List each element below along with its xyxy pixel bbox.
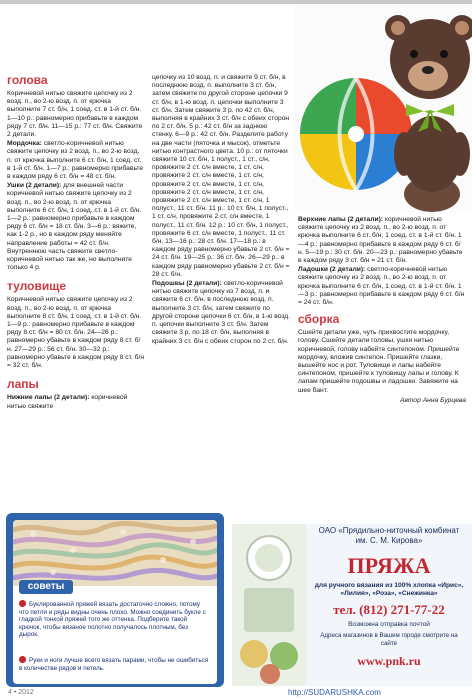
column-3 [298,216,466,406]
ad-text [306,524,472,686]
paragraph-lead: Подошвы (2 детали): [152,280,222,288]
paragraph-text: светло-коричневой нитью свяжите цепочку из 2 возд. п., во 2-ю возд. п. от крючка выполните 6 ст. б/н, 1 соед. ст. в 1-й ст. б/н. 1—7 р.: равномерно прибавьте в каждом ряду 6 ст. б/н = 48 ст. б/н. [7,140,144,181]
bear-illustration [294,4,472,212]
tips-label: советы [19,580,73,594]
yarn-photo [13,520,217,586]
paragraph [7,394,145,410]
author: Автор Анна Бурцева [400,396,466,404]
paragraph: цепочку из 10 возд. п. и свяжите 9 ст. б/н, в последнюю возд. п. выполните 3 ст. б/н, затем свяжите по другой стороне цепочки 9 ст. б/н, в 1-ю возд. п. цепочки выполните 3 ст. б/н. Затем свяжите 3 р. по 42 ст. б/н, выполняя в крайних 3 ст. б/н с обеих сторон по 2 ст. б/н. 5 р.: 42 ст. б/н за заднюю стенку. 6—9 р.: 42 ст. б/н. Разделите работу на две части (пяточка и мысок), отметьте нитью контрастного цвета. 10 р.: от пяточки свяжите 10 ст. б/н, 1 полуст., 1 ст., с/н, провяжите 2 ст. с/н вместе, 1 ст. с/н, провяжите 2 ст. с/н вместе, 1 ст. с/н, провяжите 2 ст. с/н вместе, 1 ст. с/н, провяжите 2 ст. с/н вместе, 1 ст. с/н, провяжите 2 ст. с/н вместе, 1 ст. с/н, 1 полуст., 11 ст. б/н. 11 р.: 10 ст. б/н, 1 полуст., 1 ст. с/н, провяжите 2 ст. с/н вместе, 1 полуст., 11 ст. б/н. 12 р.: 10 ст. б/н, 1 полуст., провяжите 6 ст. с/н вместе, 1 полуст., 11 ст. б/н. 13—16 р.: 28 ст. б/н. 17—18 р.: в каждом ряду равномерно убавьте 2 ст. б/н = 24 ст. б/н. 19—25 р.: 36 ст. б/н. 26—29 р.: в каждом ряду равномерно убавьте 2 ст. б/н = 28 ст. б/н. [152,74,290,278]
tip-2 [19,656,209,672]
bullet-icon [19,600,26,607]
paragraph [298,216,466,265]
tip-text: Буклированной пряжей вязать достаточно сложно, потому что петли и ряды видны очень плохо. Можно соединить букле с гладкой тонкой пряжей того же оттенка. Подберите такой крючок, чтобы вязаное полотно получалось плотным, без дырок. [19,601,206,639]
column-2 [152,74,290,347]
column-1 [7,72,145,412]
tips-box [6,513,224,687]
ad-product: ПРЯЖА [347,553,431,578]
watermark-url[interactable]: http://SUDARUSHKA.com [288,688,381,697]
ad-illustration [232,524,306,686]
paragraph: Коричневой нитью свяжите цепочку из 2 возд. п., во 2-ю возд. п. от крючка выполните 8 ст. б/н, 1 соед. ст. в 1-й ст. б/н. 1—9 р.: равномерно прибавьте в каждом ряду 8 ст. б/н = 80 ст. б/н. 24—26 р.: равномерно убавьте в каждом ряду 8 ст. б/н. 27—29 р.: 56 ст. б/н. 30—32 р.: равномерно убавьте в каждом ряду 8 ст. б/н = 32 ст. б/н. [7,296,145,370]
heading-body: туловище [7,279,67,294]
ad-site[interactable]: www.pnk.ru [357,654,421,668]
ad-shop-label: Возможна отправка почтой [348,621,430,628]
heading-paws: лапы [7,377,39,392]
ad-subtitle: для ручного вязания из 100% хлопка «Ирис», «Лилия», «Роза», «Снежинка» [314,582,464,597]
heading-assembly: сборка [298,312,340,327]
paragraph: Коричневой нитью свяжите цепочку из 2 возд. п., во 2-ю возд. п. от крючка выполните 7 ст. б/н, 1 соед. ст. в 1-й ст. б/н. 1—10 р.: равномерно прибавьте в каждом ряду 7 ст. б/н. 11—15 р.: 77 ст. б/н. Свяжите 2 детали. [7,90,143,139]
ad-phone: тел. (812) 271-77-22 [333,602,445,617]
paragraph-text: светло-коричневой нитью свяжите цепочку из 2 возд. п., во 2-ю возд. п. от крючка выполните 6 ст. б/н, 1 соед. ст. в 1-й ст. б/н. 1—3 р.: равномерно прибавьте в каждом ряду 6 ст. б/н = 24 ст. б/н. [298,266,465,307]
paragraph [7,182,145,272]
tip-text: Руки и ноги лучше всего вязать парами, чтобы не ошибиться в количестве рядов и петель. [19,657,209,672]
tip-1 [19,600,209,639]
heading-head: голова [7,73,48,87]
ad-photo [232,524,306,686]
paragraph-lead: Ушки (2 детали): [7,182,62,190]
advertisement [232,524,472,686]
yarn-texture [13,520,217,586]
paragraph [152,280,290,346]
paragraph [7,140,145,181]
paragraph-text: коричневой нитью свяжите цепочку из 2 возд. п., во 2-ю возд. п. от крючка выполните 6 ст. б/н, 1 соед. ст. в 1-й ст. б/н. 1—4 р.: равномерно прибавьте в каждом ряду 6 ст. б/н. 5—19 р.: 30 ст. б/н. 20—23 р.: равномерно убавьте в каждом ряду 3 ст. б/н = 21 ст. б/н. [298,216,463,265]
ad-company: ОАО «Прядильно-ниточный комбинат им. С. М. Кирова» [318,526,460,545]
paragraph-lead: Верхние лапы (2 детали): [298,216,384,223]
issue-number: 4 • 2012 [8,689,34,696]
paragraph-lead: Ладошки (2 детали): [298,266,366,274]
paragraph-text: для внешней части коричневой нитью свяжите цепочку из 2 возд. п., во 2-ю возд. п. от крючка выполните 6 ст. б/н, 1 соед. ст. в 1-й ст. б/н. 1—2 р.: равномерно прибавьте в каждом ряду 6 ст. б/н = 18 ст. б/н. 3—6 р.: вяжите, как 1-2 р., но в каждом ряду меняйте направление работы = 42 ст. б/н. Внутреннюю часть свяжите светло-коричневой нитью так же, но выполните только 4 р. [7,182,142,272]
bear-photo [294,4,472,212]
bullet-icon [19,656,26,663]
page-footer [0,688,472,700]
paragraph-text: светло-коричневой нитью свяжите цепочку из 7 возд. п. и свяжите 6 ст. б/н, в последнюю возд. п. выполните 3 ст. б/н, затем свяжите по другой стороне цепочки 6 ст. б/н, в 1-ю возд. п. цепочки выполните 3 ст. б/н. Затем свяжите 3 р. по 18 ст. б/н, выполняя в крайних 3 ст. б/н с обеих сторон по 2 ст. б/н. [152,280,291,345]
paragraph: Сшейте детали уже, чуть прихвостите мордочку, голову. Сшейте детали головы, ушки нитью коричневой, голову набейте синтепоном. Пришейте мордочку, вложив синтепон. Пришейте глазки, вышейте нос и рот. Туловище и лапы набейте синтепоном, пришейте к туловищу лапы и голову. К лапам пришейте подошвы и ладошки. Завяжите на шее бант. [298,329,460,394]
paragraph-lead: Мордочка: [7,140,42,148]
paragraph-lead: Нижние лапы (2 детали): [7,394,90,402]
ad-address: Адреса магазинов в Вашем городе смотрите на сайте [320,632,458,647]
tips-box-inner [13,520,217,684]
paragraph [298,266,466,307]
paragraph-text: коричневой нитью свяжите [7,394,128,410]
